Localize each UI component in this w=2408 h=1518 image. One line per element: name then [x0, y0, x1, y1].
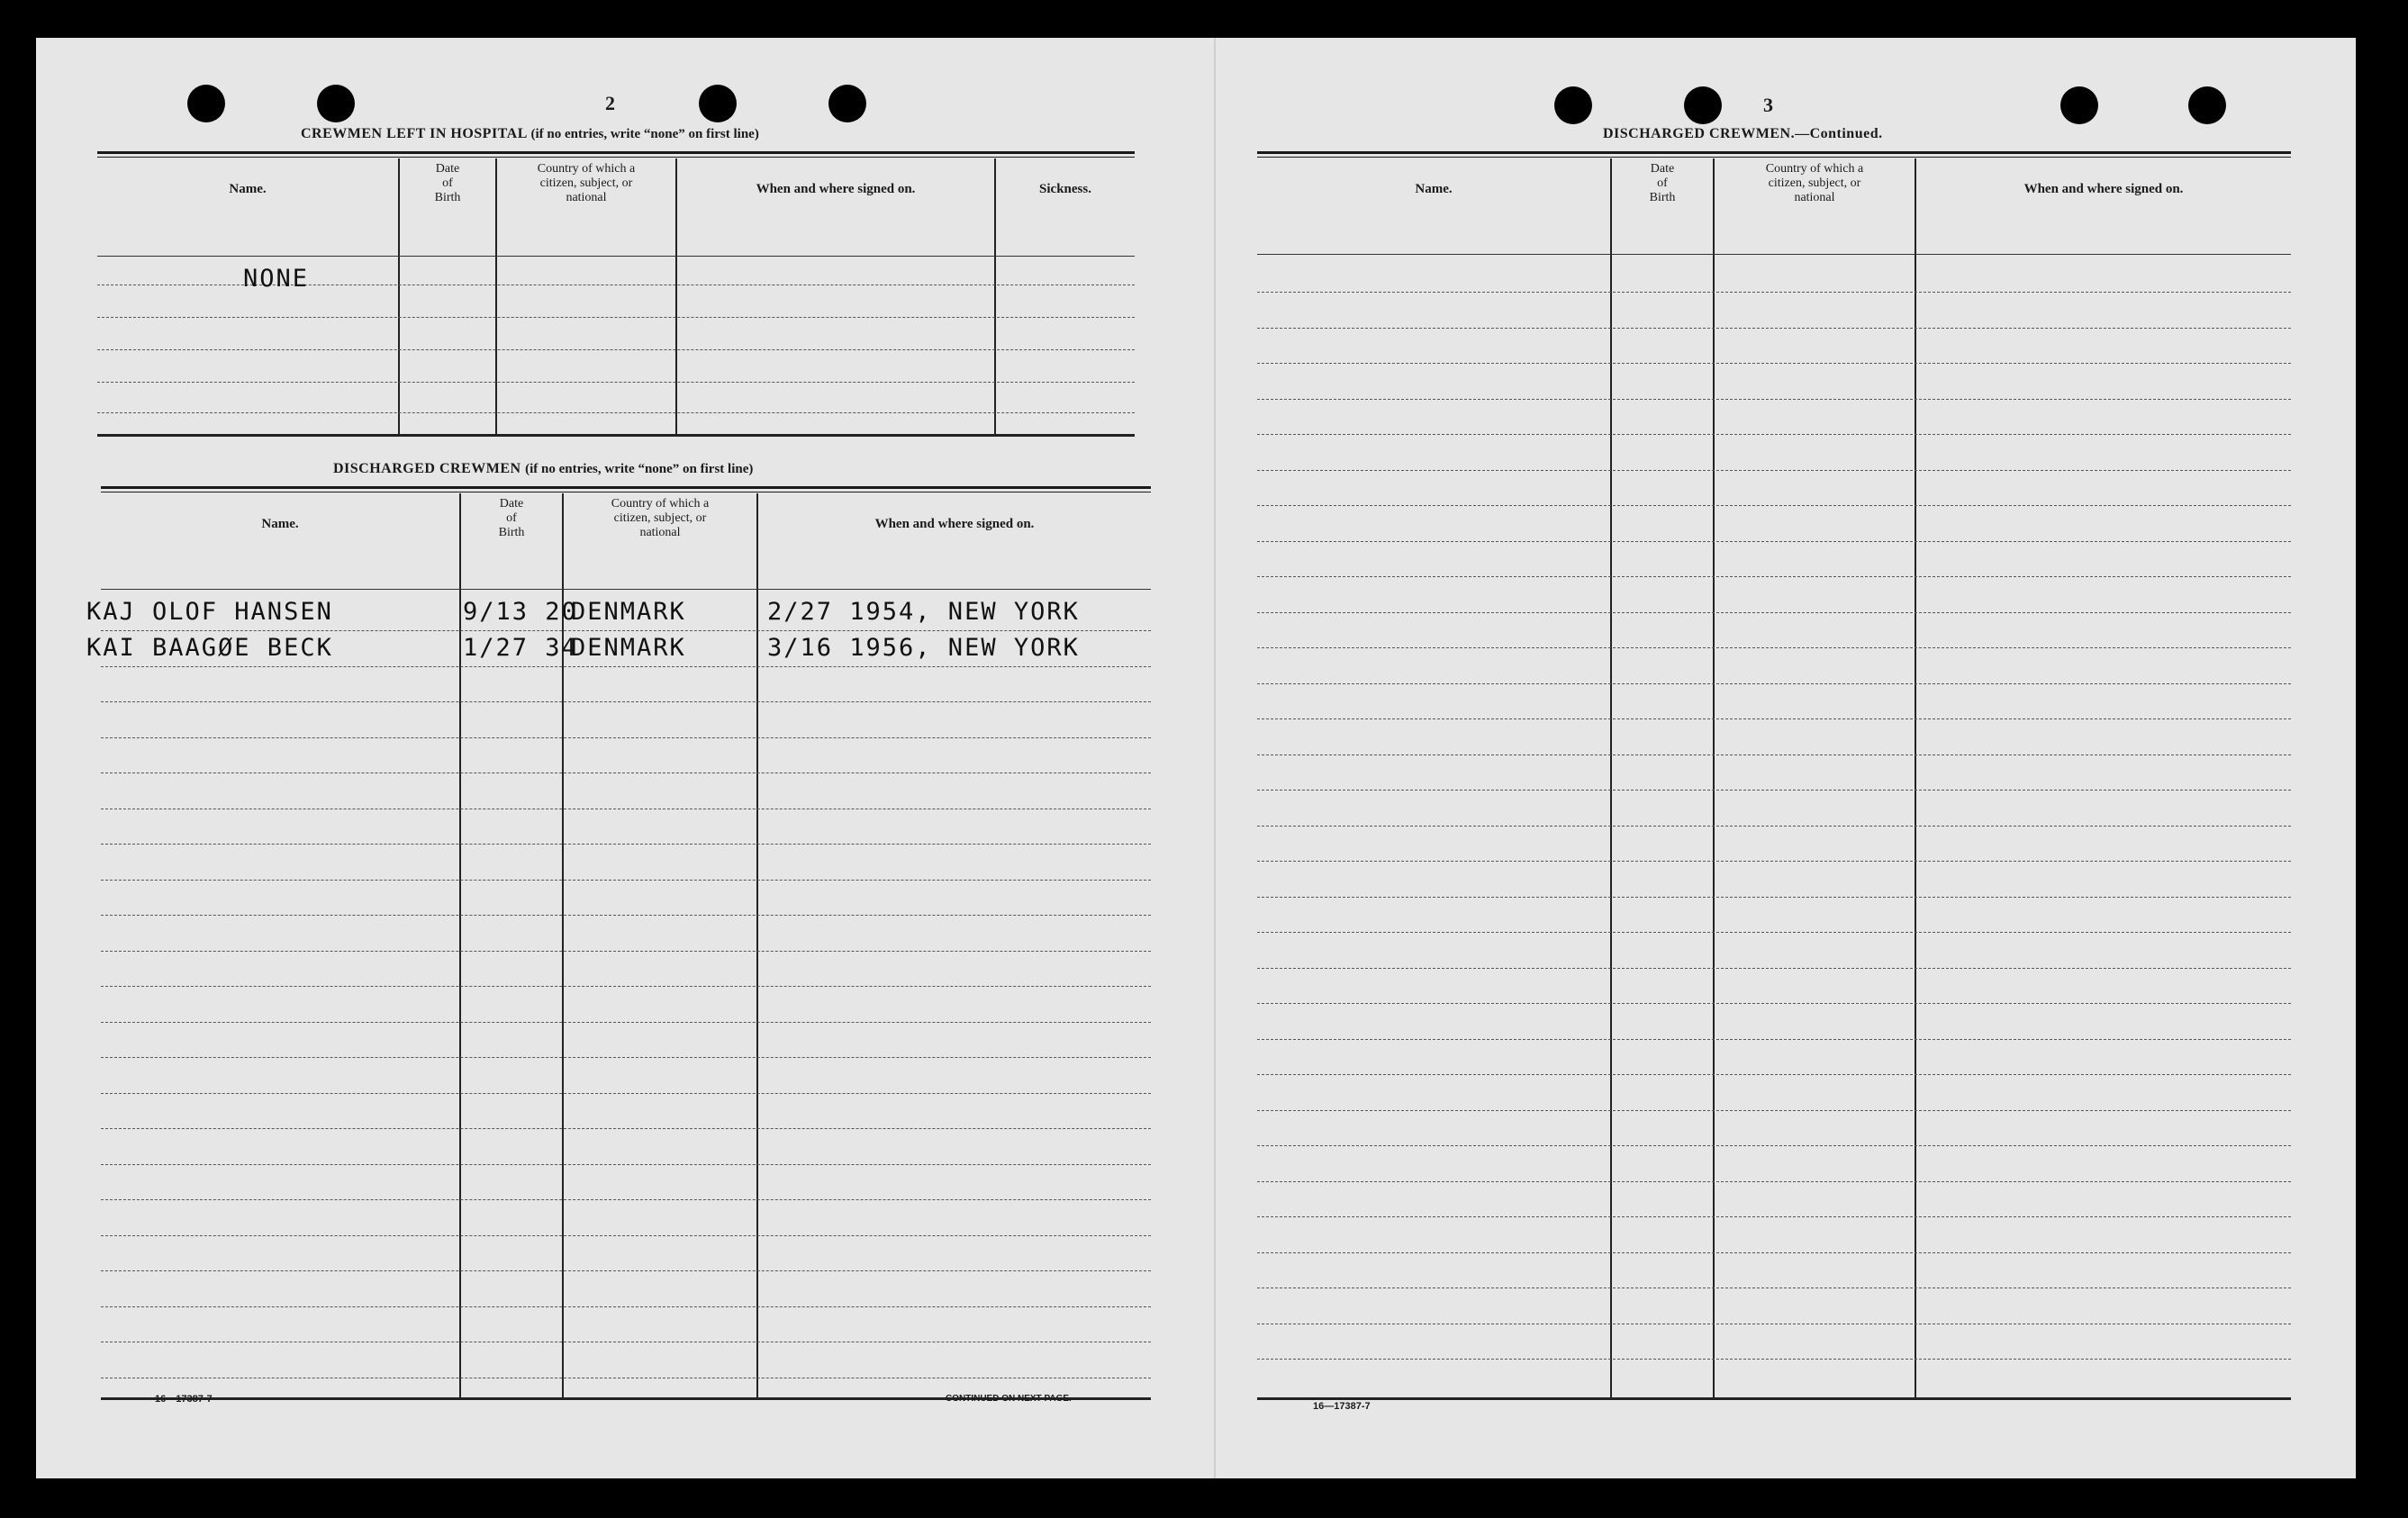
ruled-line: [101, 737, 1151, 738]
ruled-line: [101, 1199, 1151, 1200]
col-signed-on: When and where signed on.: [2023, 182, 2184, 196]
crew-signed-on: 2/27 1954, NEW YORK: [767, 598, 1080, 626]
ruled-line: [1257, 1359, 2291, 1360]
col-signed-on: When and where signed on.: [874, 517, 1035, 531]
ruled-line: [1257, 647, 2291, 648]
form-number: 16—17387-7: [1313, 1401, 1371, 1412]
punch-hole: [699, 85, 737, 122]
ruled-line: [1257, 683, 2291, 684]
ruled-line: [1257, 363, 2291, 364]
ruled-line: [1257, 292, 2291, 293]
ruled-line: [101, 630, 1151, 631]
crew-country: DENMARK: [571, 598, 686, 626]
crew-signed-on: 3/16 1956, NEW YORK: [767, 634, 1080, 662]
crew-country: DENMARK: [571, 634, 686, 662]
ruled-line: [101, 666, 1151, 667]
ruled-line: [1257, 968, 2291, 969]
col-name: Name.: [1415, 182, 1453, 196]
continued-note: CONTINUED ON NEXT PAGE.: [946, 1394, 1072, 1404]
col-sickness: Sickness.: [1039, 182, 1091, 196]
punch-hole: [187, 85, 225, 122]
ruled-line: [101, 986, 1151, 987]
ruled-line: [101, 1270, 1151, 1271]
left-page: [36, 38, 1214, 1478]
ruled-line: [101, 1306, 1151, 1307]
discharged-continued-title: DISCHARGED CREWMEN.—Continued.: [1603, 126, 1883, 141]
ruled-line: [1257, 932, 2291, 933]
ruled-line: [1257, 576, 2291, 577]
ruled-line: [1257, 1110, 2291, 1111]
col-date-of-birth: Date of Birth: [498, 497, 525, 539]
ruled-line: [1257, 1145, 2291, 1146]
crew-name: KAJ OLOF HANSEN: [86, 598, 333, 626]
ruled-line: [1257, 505, 2291, 506]
col-name: Name.: [229, 182, 267, 196]
ruled-line: [101, 1164, 1151, 1165]
form-number: 16—17387-7: [155, 1394, 213, 1405]
ruled-line: [101, 880, 1151, 881]
ruled-line: [1257, 541, 2291, 542]
ruled-line: [101, 1128, 1151, 1129]
punch-hole: [1684, 86, 1722, 124]
ruled-line: [101, 915, 1151, 916]
ruled-line: [101, 844, 1151, 845]
discharged-table: [86, 486, 1151, 1441]
ruled-line: [1257, 1003, 2291, 1004]
ruled-line: [1257, 754, 2291, 755]
discharged-section-title: DISCHARGED CREWMEN (if no entries, write “none” on first line): [333, 461, 754, 476]
crew-dob: 1/27 34: [463, 634, 578, 662]
ruled-line: [101, 951, 1151, 952]
ruled-line: [101, 1093, 1151, 1094]
punch-hole: [828, 85, 866, 122]
ruled-line: [101, 701, 1151, 702]
page-number: 2: [605, 92, 615, 114]
ruled-line: [1257, 1039, 2291, 1040]
punch-hole: [2060, 86, 2098, 124]
ruled-line: [1257, 434, 2291, 435]
ruled-line: [1257, 612, 2291, 613]
ruled-line: [1257, 328, 2291, 329]
col-date-of-birth: Date of Birth: [1649, 162, 1676, 204]
hospital-entry-none: NONE: [243, 265, 310, 293]
ruled-line: [1257, 897, 2291, 898]
ruled-line: [1257, 399, 2291, 400]
ruled-line: [101, 1235, 1151, 1236]
ruled-line: [1257, 470, 2291, 471]
ruled-line: [1257, 1181, 2291, 1182]
col-name: Name.: [261, 517, 299, 531]
ruled-line: [1257, 718, 2291, 719]
col-date-of-birth: Date of Birth: [434, 162, 461, 204]
ruled-line: [1257, 1074, 2291, 1075]
col-country: Country of which a citizen, subject, or national: [537, 162, 636, 204]
ruled-line: [1257, 1216, 2291, 1217]
col-country: Country of which a citizen, subject, or national: [611, 497, 710, 539]
punch-hole: [317, 85, 355, 122]
hospital-table: [97, 151, 1135, 472]
col-country: Country of which a citizen, subject, or national: [1765, 162, 1864, 204]
crew-name: KAI BAAGØE BECK: [86, 634, 333, 662]
discharged-continued-table: [1257, 151, 2291, 1412]
ruled-line: [1257, 861, 2291, 862]
ruled-line: [101, 1057, 1151, 1058]
right-page: [1214, 38, 2356, 1478]
ruled-line: [101, 1022, 1151, 1023]
page-number: 3: [1763, 94, 1773, 116]
punch-hole: [1554, 86, 1592, 124]
ruled-line: [1257, 826, 2291, 827]
col-signed-on: When and where signed on.: [756, 182, 916, 196]
ruled-line: [1257, 790, 2291, 791]
crew-dob: 9/13 20: [463, 598, 578, 626]
hospital-section-title: CREWMEN LEFT IN HOSPITAL (if no entries, write “none” on first line): [301, 126, 759, 141]
punch-hole: [2188, 86, 2226, 124]
ruled-line: [1257, 1252, 2291, 1253]
